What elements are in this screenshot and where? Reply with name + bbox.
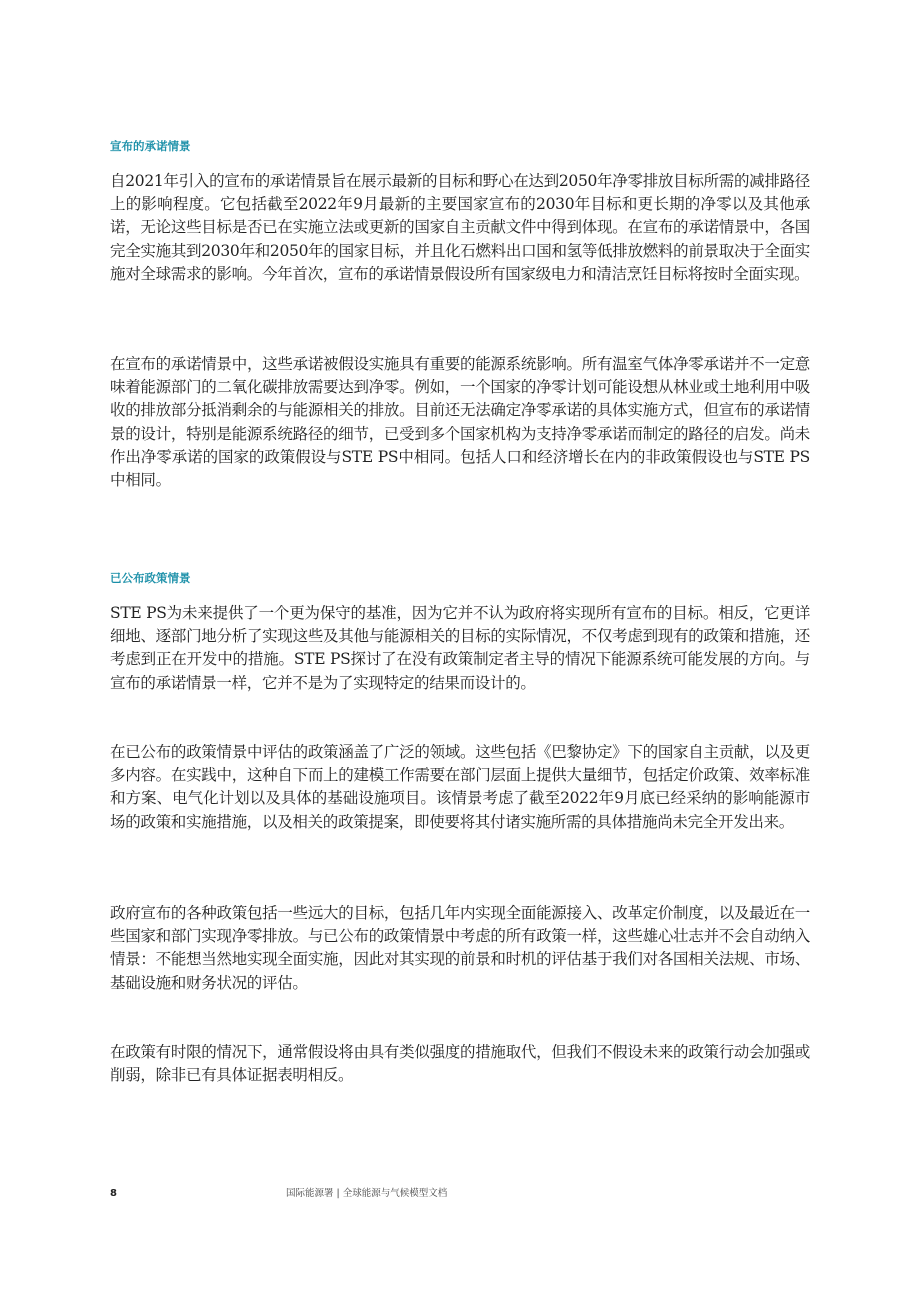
paragraph-stated-policies-1: STE PS为未来提供了一个更为保守的基准，因为它并不认为政府将实现所有宣布的目标。相反，它更详细地、逐部门地分析了实现这些及其他与能源相关的目标的实际情况，不仅考虑到现有的政策和措施，还考虑到正在开发中的措施。STE PS探讨了在没有政策制定者主导的情况下能源系统可能发展的方向。与宣布的承诺情景一样，它并不是为了实现特定的结果而设计的。 — [110, 604, 810, 692]
paragraph-pledges-2: 在宣布的承诺情景中，这些承诺被假设实施具有重要的能源系统影响。所有温室气体净零承诺并不一定意味着能源部门的二氧化碳排放需要达到净零。例如，一个国家的净零计划可能设想从林业或土地利用中吸收的排放部分抵消剩余的与能源相关的排放。目前还无法确定净零承诺的具体实施方式，但宣布的承诺情景的设计，特别是能源系统路径的细节，已受到多个国家机构为支持净零承诺而制定的路径的启发。尚未作出净零承诺的国家的政策假设与STE PS中相同。包括人口和经济增长在内的非政策假设也与STE PS中相同。 — [110, 355, 810, 490]
section-heading-pledges: 宣布的承诺情景 — [110, 139, 191, 153]
section-heading-stated-policies: 已公布政策情景 — [110, 571, 191, 585]
paragraph-stated-policies-2: 在已公布的政策情景中评估的政策涵盖了广泛的领域。这些包括《巴黎协定》下的国家自主贡献，以及更多内容。在实践中，这种自下而上的建模工作需要在部门层面上提供大量细节，包括定价政策、效率标准和方案、电气化计划以及具体的基础设施项目。该情景考虑了截至2022年9月底已经采纳的影响能源市场的政策和实施措施，以及相关的政策提案，即使要将其付诸实施所需的具体措施尚未完全开发出来。 — [110, 743, 810, 831]
paragraph-pledges-1: 自2021年引入的宣布的承诺情景旨在展示最新的目标和野心在达到2050年净零排放目标所需的减排路径上的影响程度。它包括截至2022年9月最新的主要国家宣布的2030年目标和更长期的净零以及其他承诺，无论这些目标是否已在实施立法或更新的国家自主贡献文件中得到体现。在宣布的承诺情景中，各国完全实施其到2030年和2050年的国家目标，并且化石燃料出口国和氢等低排放燃料的前景取决于全面实施对全球需求的影响。今年首次，宣布的承诺情景假设所有国家级电力和清洁烹饪目标将按时全面实现。 — [110, 172, 810, 283]
page-number: 8 — [110, 1188, 117, 1199]
paragraph-stated-policies-4: 在政策有时限的情况下，通常假设将由具有类似强度的措施取代，但我们不假设未来的政策行动会加强或削弱，除非已有具体证据表明相反。 — [110, 1043, 810, 1085]
footer-title: 国际能源署 | 全球能源与气候模型文档 — [286, 1188, 448, 1199]
paragraph-stated-policies-3: 政府宣布的各种政策包括一些远大的目标，包括几年内实现全面能源接入、改革定价制度，以及最近在一些国家和部门实现净零排放。与已公布的政策情景中考虑的所有政策一样，这些雄心壮志并不会自动纳入情景：不能想当然地实现全面实施，因此对其实现的前景和时机的评估基于我们对各国相关法规、市场、基础设施和财务状况的评估。 — [110, 904, 810, 992]
